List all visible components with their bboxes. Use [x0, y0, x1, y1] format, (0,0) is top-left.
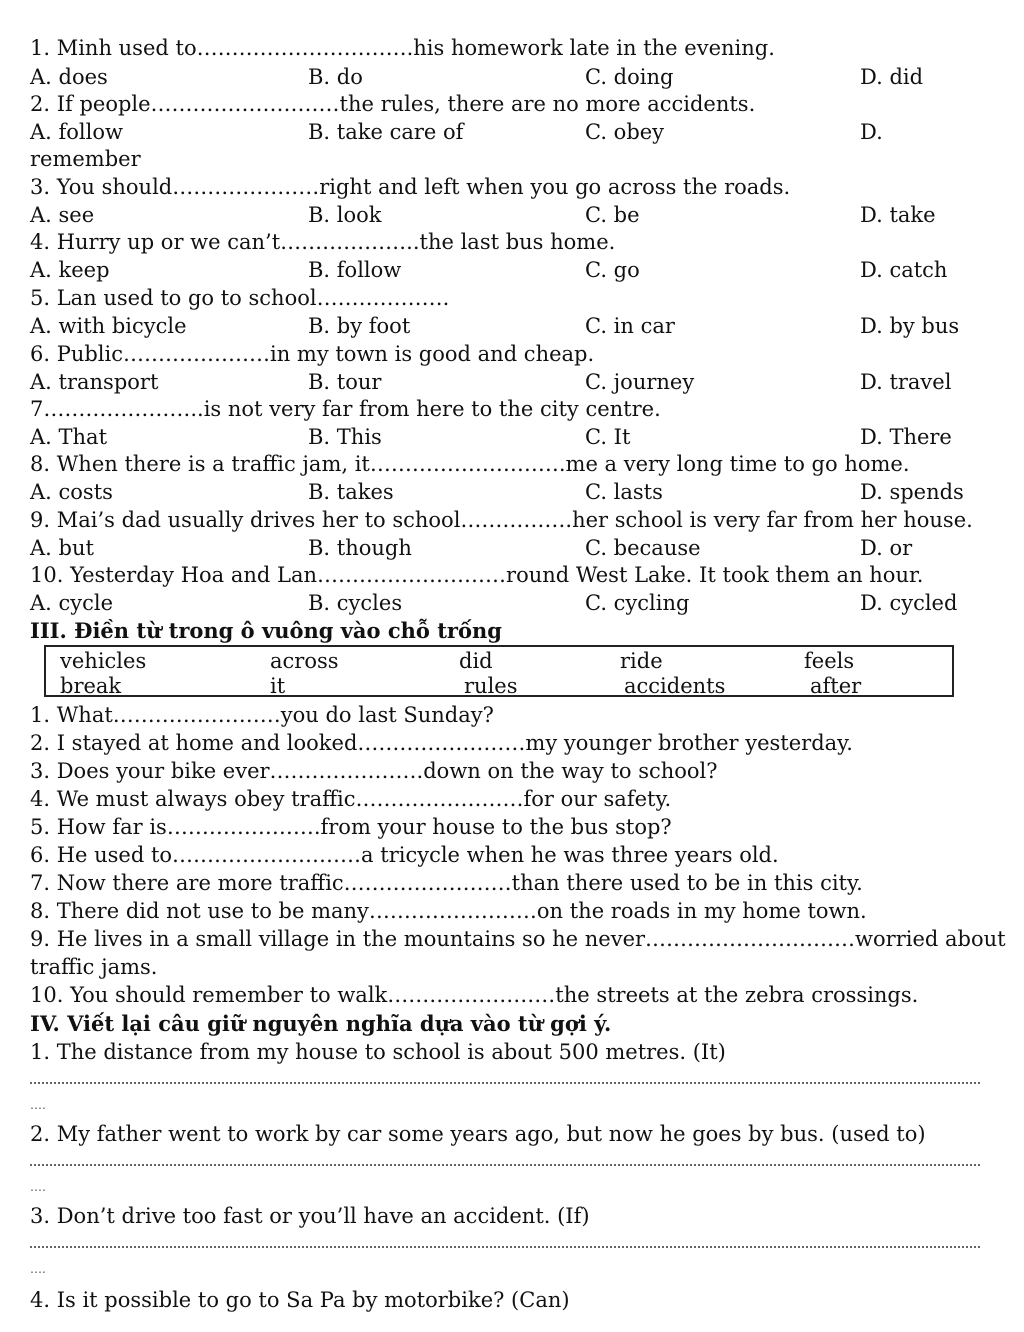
option-a: A. costs	[30, 480, 113, 504]
question-text: 7…………………..is not very far from here to the city centre.	[30, 397, 661, 421]
option-b: B. takes	[308, 480, 394, 504]
option-d: D. travel	[860, 370, 952, 394]
option-c: C. be	[585, 203, 640, 227]
fill-item-5: 5. How far is………………….from your house to the bus stop?	[30, 815, 672, 839]
option-d: D. There	[860, 425, 952, 449]
word-box	[44, 645, 954, 697]
word-box-word: after	[810, 674, 862, 698]
fill-item-2: 2. I stayed at home and looked……………………my younger brother yesterday.	[30, 731, 853, 755]
question-text: 8. When there is a traffic jam, it……………………….me a very long time to go home.	[30, 452, 910, 476]
fill-item-10: 10. You should remember to walk……………………the streets at the zebra crossings.	[30, 983, 919, 1007]
option-d: D.	[860, 120, 883, 144]
section-4-title: IV. Viết lại câu giữ nguyên nghĩa dựa vào từ gợi ý.	[30, 1011, 612, 1036]
answer-line	[30, 1164, 980, 1168]
option-b: B. by foot	[308, 314, 411, 338]
question-text: 9. Mai’s dad usually drives her to school…………….her school is very far from her house.	[30, 508, 973, 532]
answer-line	[30, 1246, 980, 1250]
option-a: A. follow	[30, 120, 123, 144]
option-a: A. transport	[30, 370, 159, 394]
word-box-word: break	[60, 674, 122, 698]
option-d-wrap: remember	[30, 147, 141, 171]
option-a: A. see	[30, 203, 95, 227]
word-box-word: did	[459, 649, 493, 673]
word-box-word: accidents	[624, 674, 726, 698]
question-text: 2. If people………………………the rules, there are no more accidents.	[30, 92, 756, 116]
rewrite-item-4: 4. Is it possible to go to Sa Pa by motorbike? (Can)	[30, 1288, 570, 1312]
word-box-word: rules	[464, 674, 518, 698]
answer-line-stub: ….	[30, 1262, 46, 1276]
word-box-word: ride	[620, 649, 663, 673]
question-text: 3. You should…………………right and left when you go across the roads.	[30, 175, 791, 199]
fill-item-1: 1. What……………………you do last Sunday?	[30, 703, 494, 727]
option-d: D. by bus	[860, 314, 960, 338]
option-d: D. cycled	[860, 591, 958, 615]
option-c: C. doing	[585, 65, 674, 89]
option-d: D. take	[860, 203, 936, 227]
option-b: B. though	[308, 536, 412, 560]
option-a: A. does	[30, 65, 108, 89]
option-a: A. That	[30, 425, 108, 449]
question-text: 6. Public…………………in my town is good and cheap.	[30, 342, 595, 366]
option-c: C. cycling	[585, 591, 690, 615]
option-d: D. or	[860, 536, 913, 560]
option-b: B. cycles	[308, 591, 403, 615]
option-d: D. catch	[860, 258, 948, 282]
option-b: B. do	[308, 65, 363, 89]
option-d: D. spends	[860, 480, 964, 504]
option-a: A. but	[30, 536, 94, 560]
option-b: B. tour	[308, 370, 382, 394]
fill-item-9-wrap: traffic jams.	[30, 955, 158, 979]
rewrite-item-2: 2. My father went to work by car some years ago, but now he goes by bus. (used to)	[30, 1122, 926, 1146]
option-c: C. because	[585, 536, 701, 560]
option-c: C. obey	[585, 120, 665, 144]
option-b: B. look	[308, 203, 382, 227]
question-text: 10. Yesterday Hoa and Lan………………………round West Lake. It took them an hour.	[30, 563, 924, 587]
option-a: A. with bicycle	[30, 314, 187, 338]
option-c: C. It	[585, 425, 631, 449]
option-c: C. lasts	[585, 480, 663, 504]
rewrite-item-1: 1. The distance from my house to school is about 500 metres. (It)	[30, 1040, 726, 1064]
option-c: C. journey	[585, 370, 695, 394]
answer-line	[30, 1082, 980, 1086]
fill-item-4: 4. We must always obey traffic……………………for our safety.	[30, 787, 672, 811]
fill-item-7: 7. Now there are more traffic……………………than there used to be in this city.	[30, 871, 863, 895]
option-b: B. take care of	[308, 120, 464, 144]
fill-item-6: 6. He used to………………………a tricycle when he was three years old.	[30, 843, 779, 867]
word-box-word: vehicles	[60, 649, 147, 673]
option-c: C. in car	[585, 314, 675, 338]
question-text: 1. Minh used to………………………….his homework late in the evening.	[30, 36, 775, 60]
fill-item-9: 9. He lives in a small village in the mountains so he never…………………………worried about	[30, 927, 1006, 951]
question-text: 5. Lan used to go to school……………….	[30, 286, 450, 310]
fill-item-3: 3. Does your bike ever………………….down on the way to school?	[30, 759, 718, 783]
answer-line-stub: ….	[30, 1180, 46, 1194]
question-text: 4. Hurry up or we can’t………………..the last bus home.	[30, 230, 616, 254]
option-a: A. cycle	[30, 591, 114, 615]
word-box-word: feels	[804, 649, 855, 673]
answer-line-stub: ….	[30, 1098, 46, 1112]
option-a: A. keep	[30, 258, 110, 282]
word-box-word: across	[270, 649, 339, 673]
option-b: B. follow	[308, 258, 402, 282]
option-b: B. This	[308, 425, 382, 449]
section-3-title: III. Điền từ trong ô vuông vào chỗ trống	[30, 618, 502, 643]
option-d: D. did	[860, 65, 924, 89]
option-c: C. go	[585, 258, 640, 282]
rewrite-item-3: 3. Don’t drive too fast or you’ll have an accident. (If)	[30, 1204, 590, 1228]
word-box-word: it	[270, 674, 286, 698]
fill-item-8: 8. There did not use to be many……………………on the roads in my home town.	[30, 899, 867, 923]
